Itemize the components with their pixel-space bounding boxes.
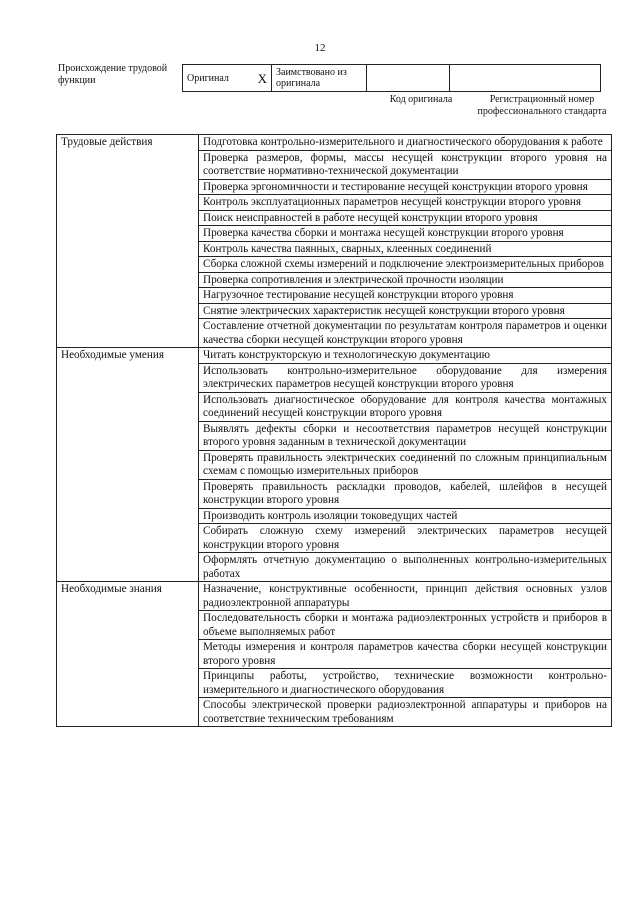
section-title-cell — [57, 669, 199, 698]
table-row — [57, 524, 612, 553]
table-row — [57, 392, 612, 421]
table-cell-item: Составление отчетной документации по результатам контроля параметров и оценки качества сборки несущей конструкции второго уровня — [199, 319, 612, 348]
table-row — [57, 421, 612, 450]
labor-function-table — [56, 134, 612, 727]
table-row — [57, 195, 612, 211]
table-cell-item: Сборка сложной схемы измерений и подключение электроизмерительных приборов — [199, 257, 612, 273]
section-title-cell — [57, 150, 199, 179]
origin-label: Происхождение трудовой функции — [58, 63, 168, 86]
section-title-cell — [57, 241, 199, 257]
table-cell-item: Нагрузочное тестирование несущей конструкции второго уровня — [199, 288, 612, 304]
reg-number-cell — [450, 65, 601, 92]
table-cell-item: Снятие электрических характеристик несущей конструкции второго уровня — [199, 303, 612, 319]
table-cell-item: Способы электрической проверки радиоэлектронной аппаратуры и приборов на соответствие техническим требованиям — [199, 698, 612, 727]
section-title: Необходимые знания — [57, 582, 199, 611]
table-row — [57, 669, 612, 698]
section-title-cell — [57, 508, 199, 524]
code-cell — [367, 65, 450, 92]
table-row — [57, 698, 612, 727]
table-row — [57, 582, 612, 611]
table-cell-item: Проверка сопротивления и электрической прочности изоляции — [199, 272, 612, 288]
table-cell-item: Использовать контрольно-измерительное оборудование для измерения электрических параметров несущей конструкции второго уровня — [199, 363, 612, 392]
table-cell-item: Контроль качества паянных, сварных, клеенных соединений — [199, 241, 612, 257]
table-cell-item: Последовательность сборки и монтажа радиоэлектронных устройств и приборов в объеме выполняемых работ — [199, 611, 612, 640]
table-cell-item: Методы измерения и контроля параметров качества сборки несущей конструкции второго уровня — [199, 640, 612, 669]
table-cell-item: Выявлять дефекты сборки и несоответствия параметров несущей конструкции второго уровня заданным в технической документации — [199, 421, 612, 450]
table-cell-item: Производить контроль изоляции токоведущих частей — [199, 508, 612, 524]
section-title-cell — [57, 210, 199, 226]
table-row — [57, 450, 612, 479]
section-title: Трудовые действия — [57, 135, 199, 151]
table-cell-item: Оформлять отчетную документацию о выполненных контрольно-измерительных работах — [199, 553, 612, 582]
section-title-cell — [57, 272, 199, 288]
table-cell-item: Контроль эксплуатационных параметров несущей конструкции второго уровня — [199, 195, 612, 211]
table-row — [57, 272, 612, 288]
table-cell-item: Проверка эргономичности и тестирование несущей конструкции второго уровня — [199, 179, 612, 195]
table-cell-item: Собирать сложную схему измерений электрических параметров несущей конструкции второго уровня — [199, 524, 612, 553]
section-title-cell — [57, 179, 199, 195]
table-row — [57, 288, 612, 304]
section-title-cell — [57, 303, 199, 319]
table-row — [57, 319, 612, 348]
table-cell-item: Использовать диагностическое оборудование для контроля качества монтажных соединений несущей конструкции второго уровня — [199, 392, 612, 421]
table-cell-item: Назначение, конструктивные особенности, принцип действия основных узлов радиоэлектронной аппаратуры — [199, 582, 612, 611]
page-number: 12 — [314, 42, 326, 54]
table-row — [57, 348, 612, 364]
table-cell-item: Проверка качества сборки и монтажа несущей конструкции второго уровня — [199, 226, 612, 242]
section-title-cell — [57, 640, 199, 669]
section-title-cell — [57, 195, 199, 211]
table-cell-item: Поиск неисправностей в работе несущей конструкции второго уровня — [199, 210, 612, 226]
section-title-cell — [57, 524, 199, 553]
table-row — [57, 135, 612, 151]
table-cell-item: Проверять правильность раскладки проводов, кабелей, шлейфов в несущей конструкции второго уровня — [199, 479, 612, 508]
section-title-cell — [57, 479, 199, 508]
table-cell-item: Подготовка контрольно-измерительного и диагностического оборудования к работе — [199, 135, 612, 151]
section-title-cell — [57, 392, 199, 421]
section-title-cell — [57, 421, 199, 450]
borrowed-label: Заимствовано из оригинала — [276, 67, 347, 89]
section-title-cell — [57, 611, 199, 640]
table-cell-item: Проверка размеров, формы, массы несущей конструкции второго уровня на соответствие нормативно-технической документации — [199, 150, 612, 179]
table-row — [57, 241, 612, 257]
origin-table — [182, 64, 601, 92]
table-cell-item: Принципы работы, устройство, технические возможности контрольно-измерительного и диагностического оборудования — [199, 669, 612, 698]
code-label: Код оригинала — [389, 94, 453, 105]
table-row — [57, 611, 612, 640]
table-row — [57, 210, 612, 226]
table-row — [57, 150, 612, 179]
table-row — [57, 257, 612, 273]
section-title-cell — [57, 226, 199, 242]
section-title-cell — [57, 363, 199, 392]
table-cell-item: Читать конструкторскую и технологическую документацию — [199, 348, 612, 364]
section-title-cell — [57, 698, 199, 727]
original-mark: X — [257, 70, 267, 86]
original-label: Оригинал — [187, 72, 229, 84]
table-cell-item: Проверять правильность электрических соединений по сложным принципиальным схемам с помощью измерительных приборов — [199, 450, 612, 479]
section-title-cell — [57, 319, 199, 348]
section-title: Необходимые умения — [57, 348, 199, 364]
section-title-cell — [57, 257, 199, 273]
original-cell — [183, 65, 272, 92]
table-row — [57, 303, 612, 319]
table-row — [57, 179, 612, 195]
section-title-cell — [57, 288, 199, 304]
borrowed-cell — [272, 65, 367, 92]
table-row — [57, 479, 612, 508]
section-title-cell — [57, 553, 199, 582]
table-row — [57, 226, 612, 242]
section-title-cell — [57, 450, 199, 479]
table-row — [57, 508, 612, 524]
reg-number-label: Регистрационный номер профессионального стандарта — [477, 94, 607, 117]
table-row — [57, 640, 612, 669]
table-row — [57, 363, 612, 392]
table-row — [57, 553, 612, 582]
